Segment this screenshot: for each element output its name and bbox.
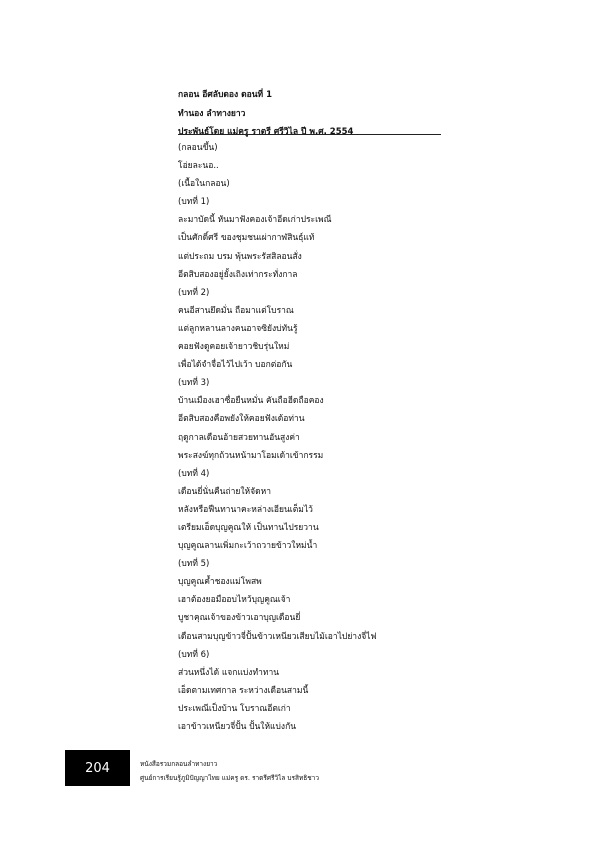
footer-book-title: หนังสือรวมกลอนลำทางยาว <box>140 760 218 768</box>
lyric-line: พระสงฆ์ทุกถ้วนหน้ามาโอมเด้าเข้ากรรม <box>178 450 324 461</box>
lyric-line: (บทที่ 5) <box>178 559 210 570</box>
lyric-line: (เนื้อในกลอน) <box>178 179 230 190</box>
lyric-line: เดือนสามบุญข้าวจี่ปั้นข้าวเหนียวเสียบไม้เอาไปย่างจี่ไฟ <box>178 631 377 642</box>
lyric-line: (บทที่ 1) <box>178 197 210 208</box>
song-melody: ทำนอง ลำทางยาว <box>178 108 246 119</box>
lyric-line: เอาข้าวเหนียวจี่ปั้น ปั้นให้แบ่งกัน <box>178 722 297 732</box>
lyric-line: คนอีสานยึดมั่น ถือมาแต่โบราณ <box>178 305 294 316</box>
lyric-line: แต่ประถม บรม พุ้นพระรัสสิลอนสั่ง <box>178 251 302 262</box>
lyric-line: เตรียมเอ็ดบุญคูณให้ เป็นทานไปรยวาน <box>178 522 319 533</box>
page-number: 204 <box>85 760 110 776</box>
lyric-line: (บทที่ 2) <box>178 287 210 298</box>
lyric-line: คอยฟังดูคอยเจ้ายาวชิบรุ่นใหม่ <box>178 342 290 353</box>
lyric-line: เอ็ดตามเทศกาล ระหว่างเดือนสามนี้ <box>178 685 309 696</box>
lyric-line: ส่วนหนึ่งได้ แจกแบ่งทำทาน <box>178 667 280 678</box>
lyric-line: (บทที่ 4) <box>178 468 210 479</box>
lyric-line: อีตสิบสองอยู่ยั้งเถิงเท่ากระทั่งกาล <box>178 269 298 280</box>
lyric-line: (กลอนขึ้น) <box>178 143 218 153</box>
song-author: ประพันธ์โดย แม่ครู ราตรี ศรีวิไล ปี พ.ศ. 2554 <box>178 127 354 137</box>
lyric-line: อีตสิบสองคือพยังให้คอยฟังเด้อท่าน <box>178 414 305 425</box>
lyric-line: เพื่อได้จำจื่อไว้ไปเว้า บอกต่อกัน <box>178 360 293 371</box>
song-title: กลอน อีศลับดอง ดอนที่ 1 <box>178 90 272 100</box>
header-rule <box>178 134 441 135</box>
lyric-line: เป็นศักดิ์ศรี ของชุมชนเผ่ากาฬสินธุ์แท้ <box>178 233 315 244</box>
lyric-line: ละมาบัดนี้ หันมาฟังคองเจ้าอีดเก่าประเพณี <box>178 215 332 226</box>
lyric-line: ฤดูกาลเดือนอ้ายสวยทานอันสูงค่า <box>178 432 300 443</box>
lyric-line: (บทที่ 3) <box>178 378 210 389</box>
lyric-line: บุญคูณลานเพิ่มกะเว้าถวายข้าวใหม่น้ำ <box>178 541 318 552</box>
lyric-line: หลังหรือฟืนทานาคะหล่างเอียนเต็มไว้ <box>178 504 313 515</box>
lyric-line: บูชาคุณเจ้าของข้าวเอาบุญเดือนยี่ <box>178 613 301 624</box>
lyric-line: ประเพณีเป็งบ้าน โบราณอีตเก่า <box>178 703 291 714</box>
lyric-line: แต่ลูกหลานลางคนอาจซิยังบ่ทันรู้ <box>178 323 298 334</box>
lyric-line: เดือนยี่นั่นคืนถ่ายให้จัดหา <box>178 486 271 497</box>
lyric-line: บ้านเมืองเฮาซื่อยืนหมั่น คันถือฮีดถือคอง <box>178 396 324 407</box>
lyric-line: บุญคูณค้ำชองแม่โพสพ <box>178 577 262 588</box>
lyric-line: (บทที่ 6) <box>178 649 210 660</box>
lyric-line: โอ่ยละนอ.. <box>178 161 219 172</box>
lyric-line: เฮาต้องยอมืออบไหว้บุญคูณเจ้า <box>178 595 291 606</box>
lyrics-body <box>178 139 478 736</box>
page-number-box <box>65 750 130 786</box>
footer <box>140 757 440 785</box>
footer-center-name: ศูนย์การเรียนรู้ภูมิปัญญาไทย แม่ครู ดร. ราตรีศรีวิไล บรสิทธิชาว <box>140 774 319 782</box>
